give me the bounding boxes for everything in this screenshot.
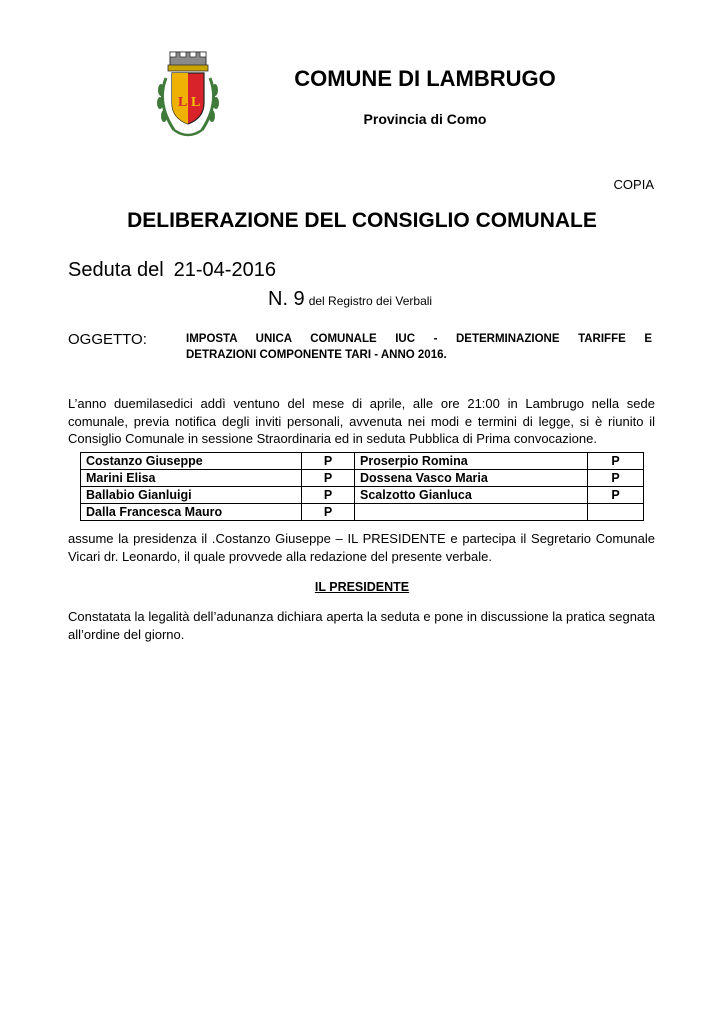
presidenza-paragraph: assume la presidenza il .Costanzo Giuseppe – IL PRESIDENTE e partecipa il Segretario Comunale Vicari dr. Leonardo, il quale provvede alla redazione del presente verbale. bbox=[68, 531, 655, 564]
constatata-paragraph: Constatata la legalità dell’adunanza dichiara aperta la seduta e pone in discussione la pratica segnata all’ordine del giorno. bbox=[68, 609, 655, 642]
provincia-name: Provincia di Como bbox=[363, 111, 487, 127]
member-name: Costanzo Giuseppe bbox=[81, 453, 302, 470]
table-row bbox=[81, 504, 644, 521]
member-name: Dalla Francesca Mauro bbox=[81, 504, 302, 521]
presidente-heading bbox=[0, 580, 724, 594]
member-name: Marini Elisa bbox=[81, 470, 302, 487]
document-title: DELIBERAZIONE DEL CONSIGLIO COMUNALE bbox=[127, 209, 597, 232]
seduta-date: 21-04-2016 bbox=[173, 259, 276, 281]
table-row bbox=[81, 453, 644, 470]
seduta-line bbox=[68, 259, 276, 282]
presence-flag: P bbox=[302, 453, 355, 470]
seduta-label: Seduta del bbox=[68, 259, 164, 281]
presence-flag: P bbox=[302, 504, 355, 521]
numero-line bbox=[268, 288, 432, 311]
table-row bbox=[81, 470, 644, 487]
presence-flag: P bbox=[588, 470, 644, 487]
presence-flag: P bbox=[302, 470, 355, 487]
member-name: Proserpio Romina bbox=[355, 453, 588, 470]
svg-text:L: L bbox=[178, 95, 188, 110]
presenze-table bbox=[80, 452, 644, 521]
crest-icon bbox=[150, 48, 226, 144]
comune-name: COMUNE DI LAMBRUGO bbox=[294, 66, 556, 91]
table-row bbox=[81, 487, 644, 504]
intro-paragraph: L’anno duemilasedici addì ventuno del mese di aprile, alle ore 21:00 in Lambrugo nella sede comunale, previa notifica degli inviti personali, avvenuta nei modi e termini di legge, si è riunito il Consiglio Comunale in sessione Straordinaria ed in seduta Pubblica di Prima convocazione. bbox=[68, 396, 655, 446]
presence-flag: P bbox=[588, 453, 644, 470]
oggetto-line-2: DETRAZIONI COMPONENTE TARI - ANNO 2016. bbox=[186, 349, 447, 361]
presence-flag: P bbox=[302, 487, 355, 504]
presence-flag: P bbox=[588, 487, 644, 504]
comune-crest-logo bbox=[150, 48, 226, 144]
presidente-heading-text: IL PRESIDENTE bbox=[314, 580, 410, 594]
member-name: Dossena Vasco Maria bbox=[355, 470, 588, 487]
registro-label: del Registro dei Verbali bbox=[308, 294, 433, 308]
oggetto-label: OGGETTO: bbox=[68, 331, 147, 348]
member-name bbox=[355, 504, 588, 521]
oggetto-text bbox=[186, 331, 652, 363]
member-name: Scalzotto Gianluca bbox=[355, 487, 588, 504]
svg-text:L: L bbox=[191, 95, 201, 110]
copia-label: COPIA bbox=[613, 177, 654, 192]
member-name: Ballabio Gianluigi bbox=[81, 487, 302, 504]
presence-flag bbox=[588, 504, 644, 521]
numero-value: N. 9 bbox=[268, 288, 305, 310]
oggetto-line-1: IMPOSTA UNICA COMUNALE IUC - DETERMINAZIONE TARIFFE E bbox=[186, 333, 652, 345]
